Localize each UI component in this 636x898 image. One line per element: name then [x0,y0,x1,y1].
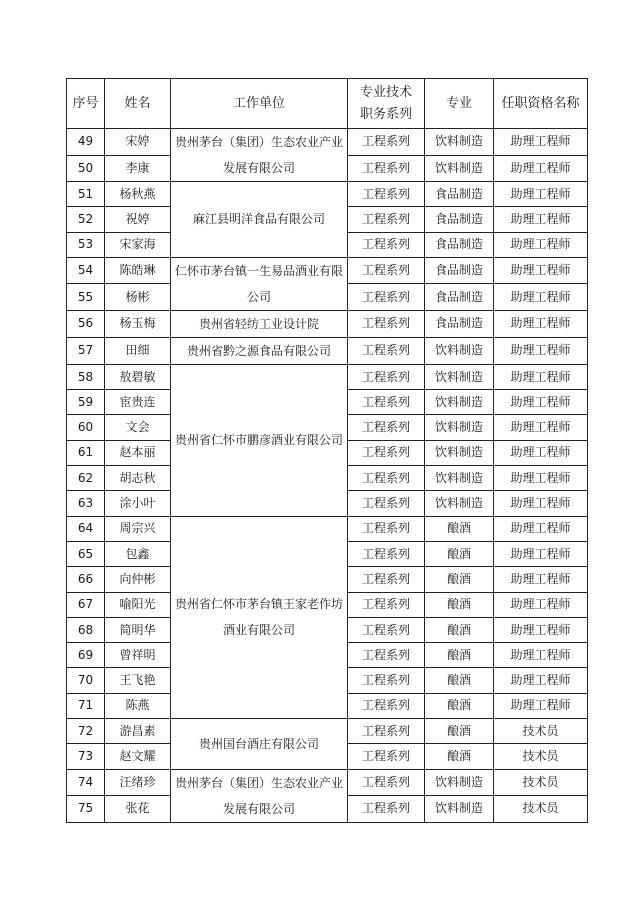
work-unit-line-1: 麻江县明洋食品有限公司 [192,212,325,227]
row-number: 57 [67,337,105,364]
work-unit-line-2: 酒业有限公司 [222,623,295,638]
employee-name: 涂小叶 [105,491,171,516]
header-series-line2: 职务系列 [359,106,412,122]
employee-name: 赵文耀 [105,744,171,769]
major: 饮料制造 [425,491,494,516]
work-unit [171,129,348,182]
row-number: 72 [67,719,105,744]
employee-name: 胡志秋 [105,466,171,491]
qualification-title: 助理工程师 [494,617,588,642]
qualification-title: 助理工程师 [494,592,588,617]
major: 饮料制造 [425,796,494,823]
job-series: 工程系列 [348,310,425,337]
work-unit [171,516,348,718]
employee-name: 田细 [105,337,171,364]
major: 酿酒 [425,617,494,642]
employee-name: 宋家海 [105,232,171,257]
row-number: 62 [67,466,105,491]
qualification-title: 助理工程师 [494,390,588,415]
employee-name: 周宗兴 [105,516,171,541]
qualification-title: 助理工程师 [494,257,588,284]
table-body [67,129,588,823]
employee-name: 包鑫 [105,541,171,566]
row-number: 51 [67,182,105,207]
row-number: 74 [67,769,105,796]
qualification-title: 助理工程师 [494,415,588,440]
employee-name: 陈皓琳 [105,257,171,284]
employee-name: 汪绪珍 [105,769,171,796]
qualification-title: 助理工程师 [494,232,588,257]
job-series: 工程系列 [348,232,425,257]
header-series-line1: 专业技术 [359,84,412,100]
major: 饮料制造 [425,769,494,796]
major: 食品制造 [425,182,494,207]
row-number: 68 [67,617,105,642]
qualification-title: 助理工程师 [494,567,588,592]
major: 饮料制造 [425,129,494,156]
qualification-title: 助理工程师 [494,466,588,491]
row-number: 55 [67,284,105,311]
qualification-title: 助理工程师 [494,491,588,516]
employee-name: 杨玉梅 [105,310,171,337]
employee-name: 喻阳光 [105,592,171,617]
employee-name: 向仲彬 [105,567,171,592]
row-number: 66 [67,567,105,592]
qualification-title: 助理工程师 [494,643,588,668]
major: 食品制造 [425,310,494,337]
job-series: 工程系列 [348,440,425,465]
work-unit [171,719,348,770]
work-unit-line-1: 贵州茅台（集团）生态农业产业 [174,775,343,790]
major: 饮料制造 [425,440,494,465]
row-number: 53 [67,232,105,257]
row-number: 59 [67,390,105,415]
qualification-title: 助理工程师 [494,284,588,311]
qualification-title: 助理工程师 [494,310,588,337]
row-number: 67 [67,592,105,617]
work-unit [171,182,348,258]
job-series: 工程系列 [348,207,425,232]
employee-name: 李康 [105,155,171,182]
work-unit-line-2: 发展有限公司 [222,161,295,175]
employee-name: 文会 [105,415,171,440]
employee-name: 宋婷 [105,129,171,156]
job-series: 工程系列 [348,744,425,769]
header-row [67,79,588,129]
row-number: 71 [67,693,105,718]
qualification-table [66,78,588,823]
employee-name: 杨彬 [105,284,171,311]
header-name: 姓名 [105,79,171,129]
major: 酿酒 [425,516,494,541]
major: 食品制造 [425,257,494,284]
major: 酿酒 [425,541,494,566]
table-row [67,310,588,337]
work-unit-line-2: 公司 [246,289,271,304]
job-series: 工程系列 [348,592,425,617]
row-number: 65 [67,541,105,566]
major: 食品制造 [425,284,494,311]
job-series: 工程系列 [348,182,425,207]
job-series: 工程系列 [348,129,425,156]
employee-name: 王飞艳 [105,668,171,693]
table-row [67,364,588,389]
header-num: 序号 [67,79,105,129]
work-unit [171,257,348,310]
qualification-title: 助理工程师 [494,516,588,541]
work-unit-line-1: 仁怀市茅台镇一生易品酒业有限 [174,263,343,278]
qualification-title: 助理工程师 [494,182,588,207]
job-series: 工程系列 [348,693,425,718]
job-series: 工程系列 [348,337,425,364]
major: 饮料制造 [425,337,494,364]
qualification-title: 助理工程师 [494,541,588,566]
qualification-title: 技术员 [494,719,588,744]
job-series: 工程系列 [348,796,425,823]
work-unit-line-1: 贵州省黔之源食品有限公司 [186,343,331,358]
qualification-title: 助理工程师 [494,337,588,364]
major: 食品制造 [425,232,494,257]
employee-name: 杨秋燕 [105,182,171,207]
major: 酿酒 [425,668,494,693]
work-unit-line-2: 发展有限公司 [222,801,295,816]
qualification-title: 助理工程师 [494,440,588,465]
row-number: 56 [67,310,105,337]
job-series: 工程系列 [348,155,425,182]
work-unit-line-1: 贵州省仁怀市茅台镇王家老作坊 [174,597,343,612]
row-number: 70 [67,668,105,693]
job-series: 工程系列 [348,466,425,491]
table-row [67,719,588,744]
job-series: 工程系列 [348,257,425,284]
employee-name: 赵本丽 [105,440,171,465]
employee-name: 祝婷 [105,207,171,232]
job-series: 工程系列 [348,668,425,693]
employee-name: 游昌素 [105,719,171,744]
row-number: 69 [67,643,105,668]
work-unit [171,310,348,337]
row-number: 58 [67,364,105,389]
table-row [67,337,588,364]
row-number: 64 [67,516,105,541]
major: 食品制造 [425,207,494,232]
row-number: 52 [67,207,105,232]
qualification-title: 技术员 [494,744,588,769]
job-series: 工程系列 [348,769,425,796]
job-series: 工程系列 [348,390,425,415]
qualification-title: 助理工程师 [494,129,588,156]
job-series: 工程系列 [348,567,425,592]
major: 酿酒 [425,719,494,744]
major: 酿酒 [425,592,494,617]
employee-name: 张花 [105,796,171,823]
job-series: 工程系列 [348,284,425,311]
employee-name: 简明华 [105,617,171,642]
qualification-title: 技术员 [494,796,588,823]
row-number: 63 [67,491,105,516]
work-unit-line-1: 贵州国台酒庄有限公司 [198,736,319,751]
row-number: 61 [67,440,105,465]
major: 饮料制造 [425,155,494,182]
employee-name: 陈燕 [105,693,171,718]
work-unit [171,769,348,822]
header-unit: 工作单位 [171,79,348,129]
table-row [67,182,588,207]
qualification-title: 助理工程师 [494,668,588,693]
major: 酿酒 [425,567,494,592]
major: 酿酒 [425,643,494,668]
table-row [67,516,588,541]
table-row [67,129,588,156]
work-unit [171,337,348,364]
major: 酿酒 [425,744,494,769]
row-number: 54 [67,257,105,284]
row-number: 49 [67,129,105,156]
row-number: 50 [67,155,105,182]
major: 酿酒 [425,693,494,718]
header-title: 任职资格名称 [494,79,588,129]
work-unit [171,364,348,516]
table-row [67,769,588,796]
row-number: 73 [67,744,105,769]
job-series: 工程系列 [348,719,425,744]
job-series: 工程系列 [348,541,425,566]
major: 饮料制造 [425,364,494,389]
table-row [67,257,588,284]
work-unit-line-1: 贵州省仁怀市鹏彦酒业有限公司 [174,433,343,448]
work-unit-line-1: 贵州茅台（集团）生态农业产业 [174,135,343,149]
qualification-title: 助理工程师 [494,155,588,182]
employee-name: 曾祥明 [105,643,171,668]
job-series: 工程系列 [348,643,425,668]
major: 饮料制造 [425,415,494,440]
job-series: 工程系列 [348,364,425,389]
work-unit-line-1: 贵州省轻纺工业设计院 [198,316,319,331]
employee-name: 敖碧敏 [105,364,171,389]
qualification-title: 助理工程师 [494,207,588,232]
qualification-title: 助理工程师 [494,693,588,718]
job-series: 工程系列 [348,516,425,541]
row-number: 75 [67,796,105,823]
header-series [348,79,425,129]
employee-name: 宦贵连 [105,390,171,415]
job-series: 工程系列 [348,491,425,516]
job-series: 工程系列 [348,617,425,642]
qualification-title: 技术员 [494,769,588,796]
major: 饮料制造 [425,390,494,415]
major: 饮料制造 [425,466,494,491]
qualification-title: 助理工程师 [494,364,588,389]
header-major: 专业 [425,79,494,129]
row-number: 60 [67,415,105,440]
job-series: 工程系列 [348,415,425,440]
